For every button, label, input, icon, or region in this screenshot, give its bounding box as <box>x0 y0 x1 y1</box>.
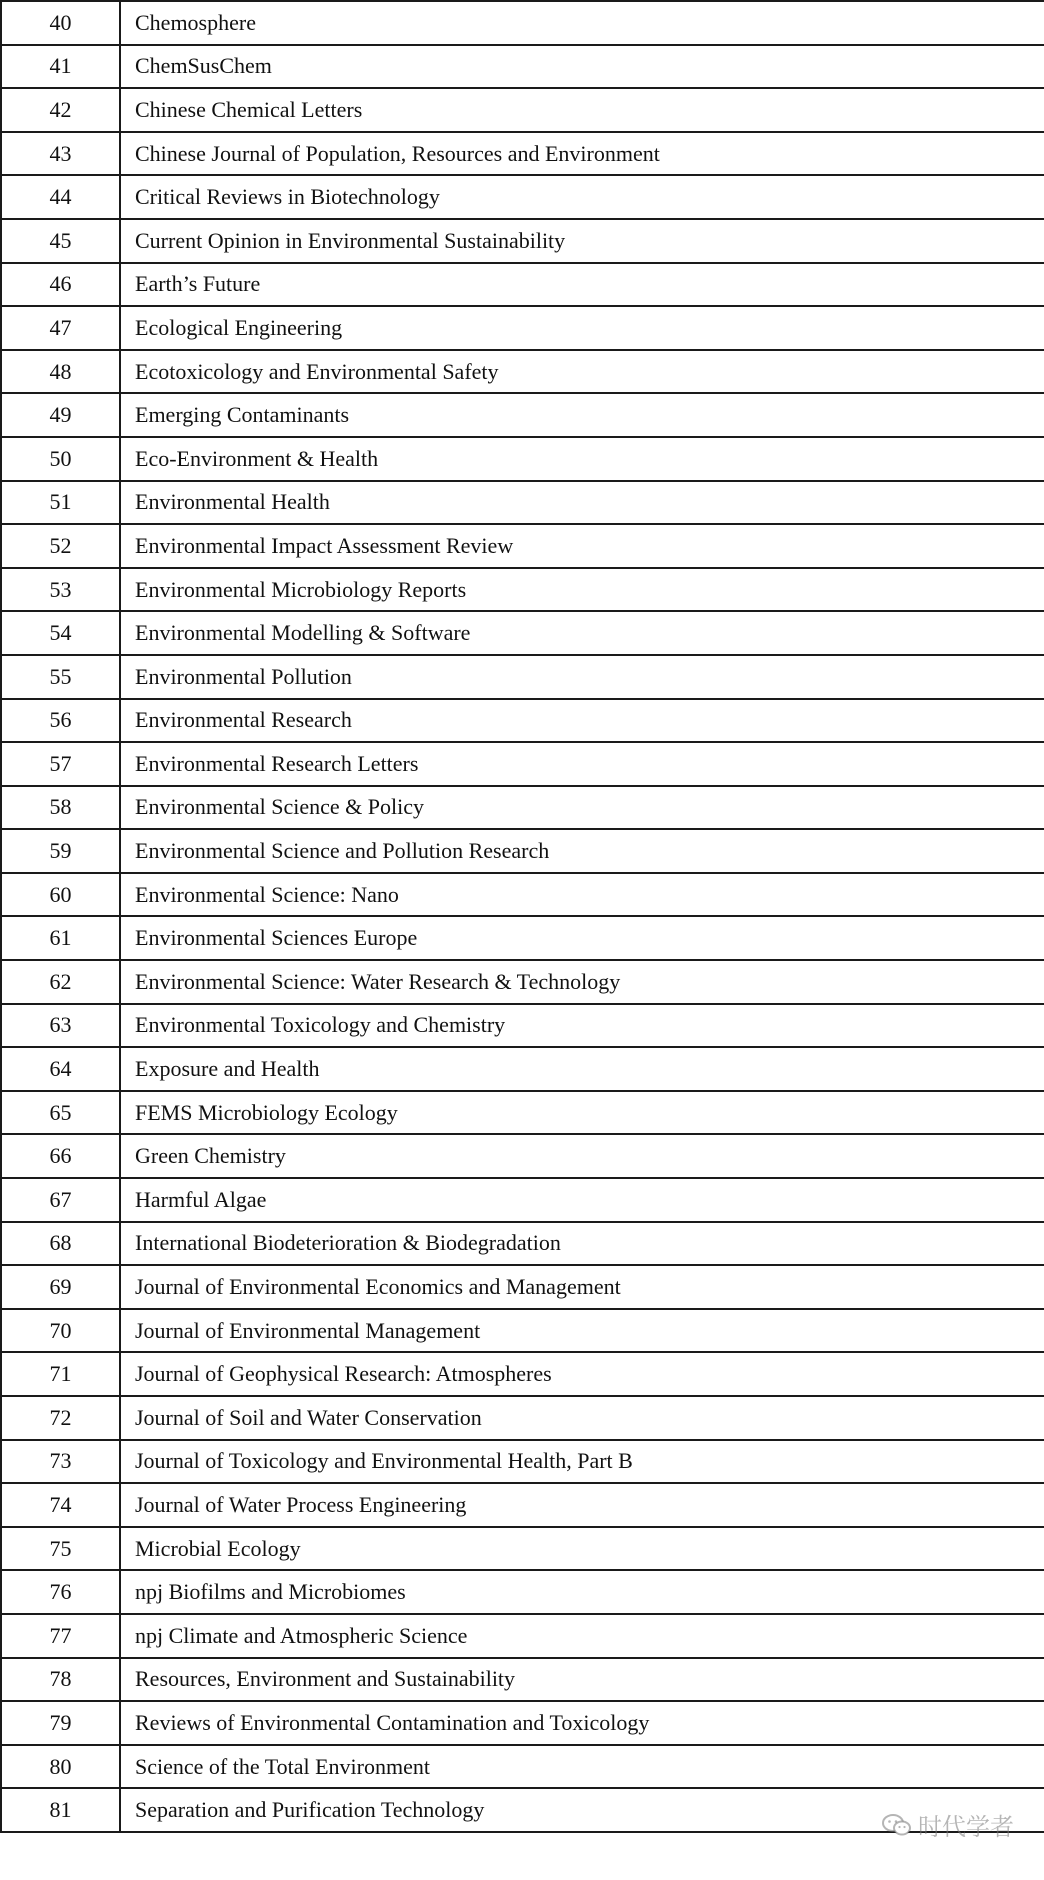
table-row <box>1 1788 1044 1832</box>
table-row <box>1 393 1044 437</box>
table-row <box>1 1222 1044 1266</box>
row-number: 81 <box>1 1788 120 1832</box>
table-row <box>1 45 1044 89</box>
row-number: 71 <box>1 1352 120 1396</box>
row-number: 43 <box>1 132 120 176</box>
journal-name: Journal of Toxicology and Environmental Health, Part B <box>120 1440 1044 1484</box>
journal-name: Journal of Environmental Economics and Management <box>120 1265 1044 1309</box>
journal-name: Current Opinion in Environmental Sustainability <box>120 219 1044 263</box>
row-number: 63 <box>1 1004 120 1048</box>
journal-name: Science of the Total Environment <box>120 1745 1044 1789</box>
journal-name: Environmental Science: Nano <box>120 873 1044 917</box>
row-number: 74 <box>1 1483 120 1527</box>
row-number: 45 <box>1 219 120 263</box>
table-row <box>1 960 1044 1004</box>
table-row <box>1 88 1044 132</box>
table-row <box>1 1658 1044 1702</box>
row-number: 79 <box>1 1701 120 1745</box>
table-row <box>1 742 1044 786</box>
table-row <box>1 1483 1044 1527</box>
table-row <box>1 1134 1044 1178</box>
journal-name: Exposure and Health <box>120 1047 1044 1091</box>
table-row <box>1 1265 1044 1309</box>
table-row <box>1 568 1044 612</box>
journal-name: Environmental Science and Pollution Research <box>120 829 1044 873</box>
row-number: 41 <box>1 45 120 89</box>
watermark-text: 时代学者 <box>918 1813 1014 1841</box>
table-row <box>1 524 1044 568</box>
journal-name: Microbial Ecology <box>120 1527 1044 1571</box>
table-row <box>1 481 1044 525</box>
journal-name: Environmental Toxicology and Chemistry <box>120 1004 1044 1048</box>
row-number: 54 <box>1 611 120 655</box>
row-number: 61 <box>1 916 120 960</box>
journal-name: Resources, Environment and Sustainability <box>120 1658 1044 1702</box>
table-row <box>1 1614 1044 1658</box>
journal-name: Chemosphere <box>120 1 1044 45</box>
table-row <box>1 1701 1044 1745</box>
journal-name: npj Biofilms and Microbiomes <box>120 1570 1044 1614</box>
row-number: 50 <box>1 437 120 481</box>
row-number: 72 <box>1 1396 120 1440</box>
table-row <box>1 1527 1044 1571</box>
journal-name: Environmental Research <box>120 699 1044 743</box>
journal-name: Ecotoxicology and Environmental Safety <box>120 350 1044 394</box>
table-row <box>1 306 1044 350</box>
table-row <box>1 175 1044 219</box>
journal-name: Chinese Journal of Population, Resources and Environment <box>120 132 1044 176</box>
journal-name: FEMS Microbiology Ecology <box>120 1091 1044 1135</box>
journal-name: Environmental Modelling & Software <box>120 611 1044 655</box>
row-number: 77 <box>1 1614 120 1658</box>
table-row <box>1 1 1044 45</box>
table-row <box>1 219 1044 263</box>
journal-name: International Biodeterioration & Biodegradation <box>120 1222 1044 1266</box>
table-row <box>1 655 1044 699</box>
table-row <box>1 1004 1044 1048</box>
row-number: 65 <box>1 1091 120 1135</box>
table-row <box>1 1178 1044 1222</box>
journal-name: Environmental Science: Water Research & Technology <box>120 960 1044 1004</box>
row-number: 44 <box>1 175 120 219</box>
row-number: 56 <box>1 699 120 743</box>
table-row <box>1 873 1044 917</box>
journal-name: ChemSusChem <box>120 45 1044 89</box>
journal-name: Environmental Research Letters <box>120 742 1044 786</box>
journal-name: Journal of Geophysical Research: Atmospheres <box>120 1352 1044 1396</box>
journal-name: Environmental Sciences Europe <box>120 916 1044 960</box>
row-number: 57 <box>1 742 120 786</box>
table-row <box>1 1352 1044 1396</box>
journal-name: Separation and Purification Technology <box>120 1788 1044 1832</box>
row-number: 70 <box>1 1309 120 1353</box>
row-number: 55 <box>1 655 120 699</box>
table-row <box>1 916 1044 960</box>
table-row <box>1 263 1044 307</box>
table-row <box>1 1309 1044 1353</box>
row-number: 67 <box>1 1178 120 1222</box>
row-number: 66 <box>1 1134 120 1178</box>
row-number: 51 <box>1 481 120 525</box>
journal-name: Emerging Contaminants <box>120 393 1044 437</box>
row-number: 76 <box>1 1570 120 1614</box>
journal-rows <box>1 1 1044 1832</box>
table-row <box>1 437 1044 481</box>
table-row <box>1 350 1044 394</box>
table-row <box>1 1047 1044 1091</box>
row-number: 49 <box>1 393 120 437</box>
row-number: 40 <box>1 1 120 45</box>
table-row <box>1 699 1044 743</box>
row-number: 53 <box>1 568 120 612</box>
journal-name: Chinese Chemical Letters <box>120 88 1044 132</box>
table-row <box>1 132 1044 176</box>
row-number: 52 <box>1 524 120 568</box>
row-number: 64 <box>1 1047 120 1091</box>
journal-name: Journal of Soil and Water Conservation <box>120 1396 1044 1440</box>
row-number: 62 <box>1 960 120 1004</box>
journal-name: Environmental Impact Assessment Review <box>120 524 1044 568</box>
row-number: 69 <box>1 1265 120 1309</box>
journal-name: Journal of Water Process Engineering <box>120 1483 1044 1527</box>
row-number: 59 <box>1 829 120 873</box>
row-number: 48 <box>1 350 120 394</box>
row-number: 68 <box>1 1222 120 1266</box>
journal-name: Ecological Engineering <box>120 306 1044 350</box>
row-number: 78 <box>1 1658 120 1702</box>
table-row <box>1 1745 1044 1789</box>
journal-name: Critical Reviews in Biotechnology <box>120 175 1044 219</box>
row-number: 60 <box>1 873 120 917</box>
table-row <box>1 829 1044 873</box>
journal-name: Eco-Environment & Health <box>120 437 1044 481</box>
table-row <box>1 1091 1044 1135</box>
table-row <box>1 1440 1044 1484</box>
row-number: 46 <box>1 263 120 307</box>
journal-name: Reviews of Environmental Contamination and Toxicology <box>120 1701 1044 1745</box>
journal-name: Green Chemistry <box>120 1134 1044 1178</box>
table-row <box>1 611 1044 655</box>
journal-name: npj Climate and Atmospheric Science <box>120 1614 1044 1658</box>
row-number: 47 <box>1 306 120 350</box>
table-row <box>1 1396 1044 1440</box>
table-row <box>1 786 1044 830</box>
journal-name: Earth’s Future <box>120 263 1044 307</box>
journal-name: Environmental Microbiology Reports <box>120 568 1044 612</box>
table-row <box>1 1570 1044 1614</box>
journal-name: Environmental Health <box>120 481 1044 525</box>
journal-name: Environmental Pollution <box>120 655 1044 699</box>
row-number: 80 <box>1 1745 120 1789</box>
row-number: 73 <box>1 1440 120 1484</box>
row-number: 42 <box>1 88 120 132</box>
row-number: 58 <box>1 786 120 830</box>
journal-name: Journal of Environmental Management <box>120 1309 1044 1353</box>
journal-name: Harmful Algae <box>120 1178 1044 1222</box>
row-number: 75 <box>1 1527 120 1571</box>
journal-name: Environmental Science & Policy <box>120 786 1044 830</box>
